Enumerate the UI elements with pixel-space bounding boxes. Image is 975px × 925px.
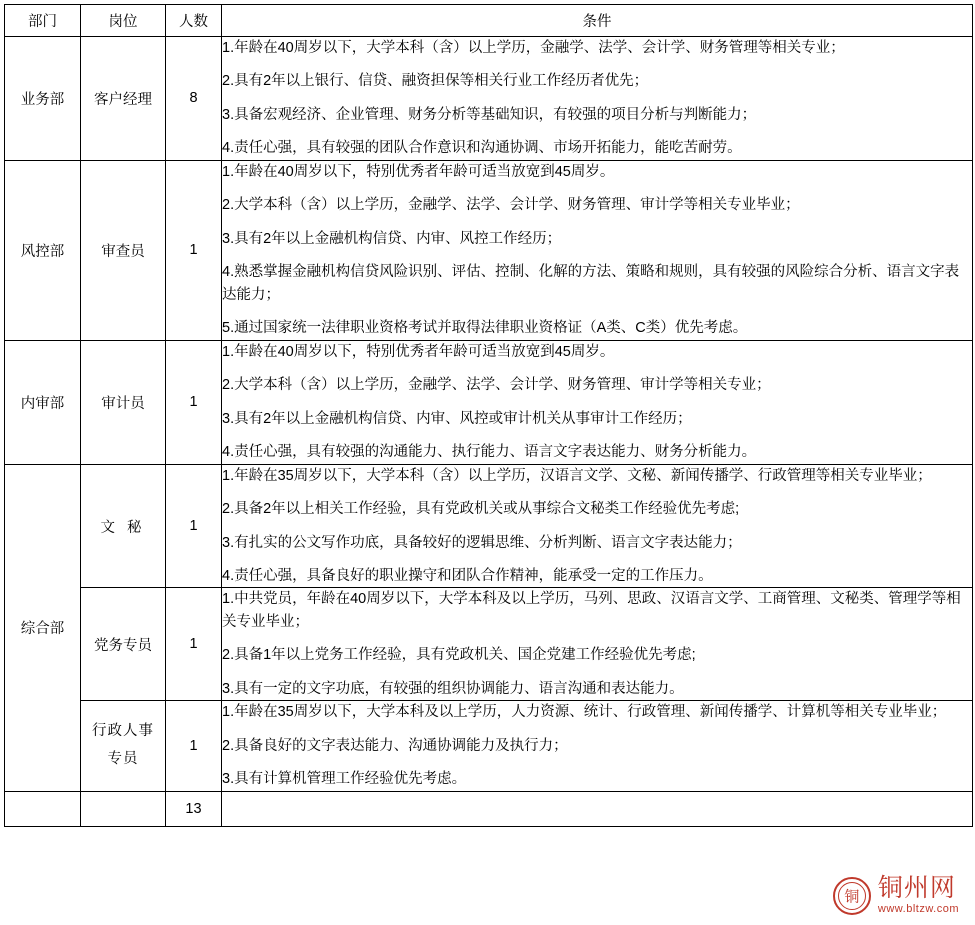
requirement-item: 4.熟悉掌握金融机构信贷风险识别、评估、控制、化解的方法、策略和规则，具有较强的风险综合分析、语言文字表达能力； xyxy=(222,264,960,303)
cell-department: 内审部 xyxy=(5,340,81,464)
requirement-item: 1.年龄在40周岁以下，特别优秀者年龄可适当放宽到45周岁。 xyxy=(222,163,615,180)
requirement-item: 3.具有计算机管理工作经验优先考虑。 xyxy=(222,771,467,788)
requirement-item: 3.具有2年以上金融机构信贷、内审、风控或审计机关从事审计工作经历； xyxy=(222,410,692,427)
cell-department: 风控部 xyxy=(5,160,81,340)
requirement-item: 3.具有2年以上金融机构信贷、内审、风控工作经历； xyxy=(222,230,562,247)
table-row xyxy=(5,464,973,588)
watermark-site-url: www.bltzw.com xyxy=(877,903,959,915)
cell-requirements xyxy=(222,588,973,701)
table-row xyxy=(5,701,973,791)
header-department: 部门 xyxy=(5,5,81,37)
cell-position: 审计员 xyxy=(81,340,166,464)
total-blank-requirements xyxy=(222,791,973,826)
requirement-item: 3.具备宏观经济、企业管理、财务分析等基础知识，有较强的项目分析与判断能力； xyxy=(222,106,757,123)
table-row xyxy=(5,588,973,701)
requirement-item: 4.责任心强，具备良好的职业操守和团队合作精神，能承受一定的工作压力。 xyxy=(222,567,713,584)
seal-glyph: 铜 xyxy=(844,887,860,905)
cell-position xyxy=(81,701,166,791)
requirement-item: 1.年龄在35周岁以下，大学本科及以上学历，人力资源、统计、行政管理、新闻传播学、计算机等相关专业毕业； xyxy=(222,704,947,721)
cell-position-line2: 专员 xyxy=(107,751,139,768)
recruitment-table xyxy=(4,4,973,827)
cell-requirements xyxy=(222,340,973,464)
cell-headcount: 8 xyxy=(166,37,222,161)
table-row xyxy=(5,37,973,161)
header-headcount: 人数 xyxy=(166,5,222,37)
header-requirements: 条件 xyxy=(222,5,973,37)
requirement-item: 1.中共党员，年龄在40周岁以下，大学本科及以上学历，马列、思政、汉语言文学、工商管理、文秘类、管理学等相关专业毕业； xyxy=(222,591,961,630)
watermark-text-group xyxy=(878,876,959,915)
cell-headcount: 1 xyxy=(166,464,222,588)
requirement-item: 1.年龄在40周岁以下，特别优秀者年龄可适当放宽到45周岁。 xyxy=(222,343,615,360)
requirement-item: 2.具备1年以上党务工作经验，具有党政机关、国企党建工作经验优先考虑; xyxy=(222,647,696,664)
requirement-item: 3.有扎实的公文写作功底，具备较好的逻辑思维、分析判断、语言文字表达能力； xyxy=(222,534,742,551)
cell-position: 审查员 xyxy=(81,160,166,340)
requirement-item: 2.大学本科（含）以上学历，金融学、法学、会计学、财务管理、审计学等相关专业； xyxy=(222,377,771,394)
cell-position: 党务专员 xyxy=(81,588,166,701)
requirement-item: 1.年龄在35周岁以下，大学本科（含）以上学历，汉语言文学、文秘、新闻传播学、行政管理等相关专业毕业； xyxy=(222,467,932,484)
cell-headcount: 1 xyxy=(166,701,222,791)
watermark-site-name: 铜州网 xyxy=(877,874,956,902)
requirement-item: 1.年龄在40周岁以下，大学本科（含）以上学历，金融学、法学、会计学、财务管理等相关专业； xyxy=(222,40,845,56)
cell-position: 客户经理 xyxy=(81,37,166,161)
cell-headcount: 1 xyxy=(166,160,222,340)
cell-headcount: 1 xyxy=(166,340,222,464)
requirement-item: 5.通过国家统一法律职业资格考试并取得法律职业资格证（A类、C类）优先考虑。 xyxy=(222,320,748,337)
total-headcount: 13 xyxy=(166,791,222,826)
header-position: 岗位 xyxy=(81,5,166,37)
table-row xyxy=(5,160,973,340)
cell-position: 文 秘 xyxy=(81,464,166,588)
cell-requirements xyxy=(222,160,973,340)
watermark xyxy=(833,876,959,915)
cell-department: 业务部 xyxy=(5,37,81,161)
requirement-item: 4.责任心强，具有较强的团队合作意识和沟通协调、市场开拓能力，能吃苦耐劳。 xyxy=(222,140,742,157)
cell-requirements xyxy=(222,701,973,791)
cell-position-line1: 行政人事 xyxy=(92,723,154,740)
requirement-item: 4.责任心强，具有较强的沟通能力、执行能力、语言文字表达能力、财务分析能力。 xyxy=(222,444,757,461)
table-header-row xyxy=(5,5,973,37)
total-blank-department xyxy=(5,791,81,826)
total-blank-position xyxy=(81,791,166,826)
requirement-item: 2.具备良好的文字表达能力、沟通协调能力及执行力； xyxy=(222,737,568,754)
cell-requirements xyxy=(222,37,973,161)
requirement-item: 3.具有一定的文字功底，有较强的组织协调能力、语言沟通和表达能力。 xyxy=(222,680,684,697)
table-total-row xyxy=(5,791,973,826)
cell-department: 综合部 xyxy=(5,464,81,791)
table-row xyxy=(5,340,973,464)
cell-requirements xyxy=(222,464,973,588)
requirement-item: 2.具有2年以上银行、信贷、融资担保等相关行业工作经历者优先； xyxy=(222,73,649,90)
seal-icon xyxy=(833,877,871,915)
cell-headcount: 1 xyxy=(166,588,222,701)
requirement-item: 2.具备2年以上相关工作经验，具有党政机关或从事综合文秘类工作经验优先考虑; xyxy=(222,501,740,518)
requirement-item: 2.大学本科（含）以上学历，金融学、法学、会计学、财务管理、审计学等相关专业毕业； xyxy=(222,197,800,214)
